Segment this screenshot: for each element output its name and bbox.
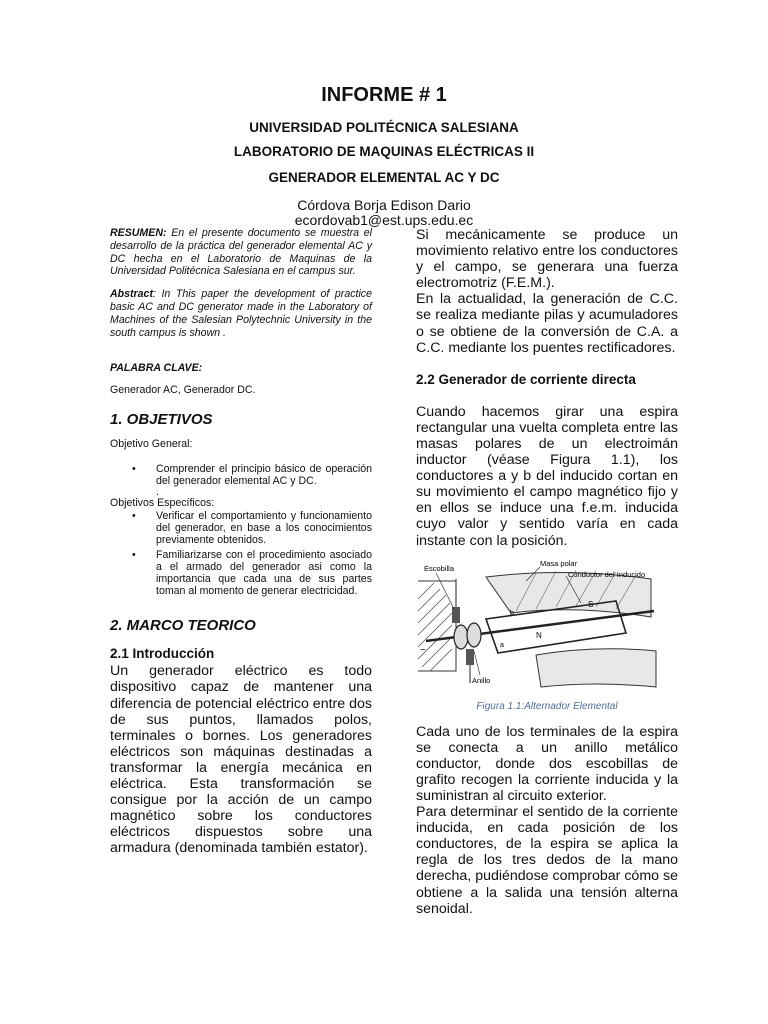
label-anillo: Anillo [472, 675, 491, 685]
palabra-clave-label: PALABRA CLAVE: [110, 362, 203, 375]
figure-caption: Figura 1.1:Alternador Elemental [476, 700, 618, 712]
label-n: N [536, 630, 542, 640]
list-item: • Verificar el comportamiento y funcionamiento del generador, en base a los conocimientos previamente obtenidos. [132, 509, 372, 547]
paragraph-cc-generation: En la actualidad, la generación de C.C. se realiza mediante pilas y acumuladores o se obtiene de la conversión de C.A. a C.C. mediante los puentes rectificadores. [416, 291, 678, 356]
intro-heading: 2.1 Introducción [110, 646, 215, 662]
paragraph-relative-motion: Si mecánicamente se produce un movimiento relativo entre los conductores y el campo, se generara una fuerza electromotriz (F.E.M.). [416, 227, 678, 292]
alternator-diagram [416, 559, 666, 694]
objetivos-especificos-label: Objetivos Específicos: [110, 497, 215, 510]
author-email: ecordovab1@est.ups.edu.ec [294, 212, 474, 228]
list-item: • Familiarizarse con el procedimiento asociado a el armado del generador asi como la importancia que cada una de sus partes toman al momento de generar electricidad. [132, 548, 372, 598]
objetivo-general-label: Objetivo General: [110, 437, 193, 450]
label-a: a [500, 641, 504, 649]
abstract-label: Abstract [110, 288, 153, 301]
abstract-paragraph [110, 288, 372, 339]
label-escobilla: Escobilla [424, 563, 455, 573]
label-s: S [588, 599, 594, 609]
left-column [110, 227, 372, 857]
resumen-label: RESUMEN: [110, 227, 167, 239]
objetivo-general-list [110, 463, 372, 487]
paragraph-three-finger-rule: Para determinar el sentido de la corriente inducida, en cada posición de los conductores, de la espira se aplica la regla de los tres dedos de la mano derecha, pudiéndose comprobar cómo se obtiene a la salida una tensión alterna senoidal. [416, 804, 678, 917]
right-column [416, 227, 678, 917]
objetivos-heading: 1. OBJETIVOS [110, 410, 213, 428]
topic-title: GENERADOR ELEMENTAL AC Y DC [268, 170, 500, 185]
dot-line: . [156, 486, 159, 499]
intro-paragraph: Un generador eléctrico es todo dispositivo capaz de mantener una diferencia de potencial eléctrico entre dos de sus puntos, llamados polos, terminales o bornes. Los generadores eléctricos son máquinas destinadas a transformar la energía mecánica en eléctrica. Esta transformación se consigue por la acción de un campo magnético sobre los conductores eléctricos dispuestos sobre una armadura (denominada también estator). [110, 663, 372, 857]
list-item: • Comprender el principio básico de operación del generador elemental AC y DC. [132, 462, 372, 487]
marco-teorico-heading: 2. MARCO TEORICO [110, 617, 256, 635]
dc-generator-paragraph: Cuando hacemos girar una espira rectangular una vuelta completa entre las masas polares de un electroimán inductor (véase Figura 1.1), los conductores a y b del inducido cortan en su movimiento el campo magnético fijo y en ellos se induce una f.e.m. inducida cuyo valor y sentido varía en cada instante con la posición. [416, 403, 678, 549]
lab-name: LABORATORIO DE MAQUINAS ELÉCTRICAS II [233, 144, 535, 159]
resumen-text: En el presente documento se muestra el desarrollo de la práctica del generador elemental AC y DC hecha en el Laboratorio de Maquinas de la Universidad Politécnica Salesiana en el campus sur. [110, 227, 372, 278]
university-name: UNIVERSIDAD POLITÉCNICA SALESIANA [249, 120, 519, 135]
abstract-text: : In This paper the development of practice basic AC and DC generator made in the Laboratory of Machines of the Salesian Polytechnic University in the south campus is shown . [110, 288, 372, 339]
report-title: INFORME # 1 [321, 84, 447, 106]
dc-generator-heading: 2.2 Generador de corriente directa [416, 371, 636, 387]
label-b: b [510, 609, 514, 617]
alternator-figure [416, 559, 666, 694]
palabra-clave-text: Generador AC, Generador DC. [110, 384, 256, 397]
paragraph-rings: Cada uno de los terminales de la espira se conecta a un anillo metálico conductor, donde dos escobillas de grafito recogen la corriente inducida y la suministran al circuito exterior. [416, 723, 678, 804]
label-conductor: Conductor del Inducido [568, 569, 646, 579]
objetivos-especificos-list [110, 510, 372, 597]
label-tilde: ~ [420, 644, 426, 656]
author-name: Córdova Borja Edison Dario [297, 197, 471, 213]
resumen-paragraph [110, 227, 372, 278]
label-masa-polar: Masa polar [540, 558, 578, 568]
